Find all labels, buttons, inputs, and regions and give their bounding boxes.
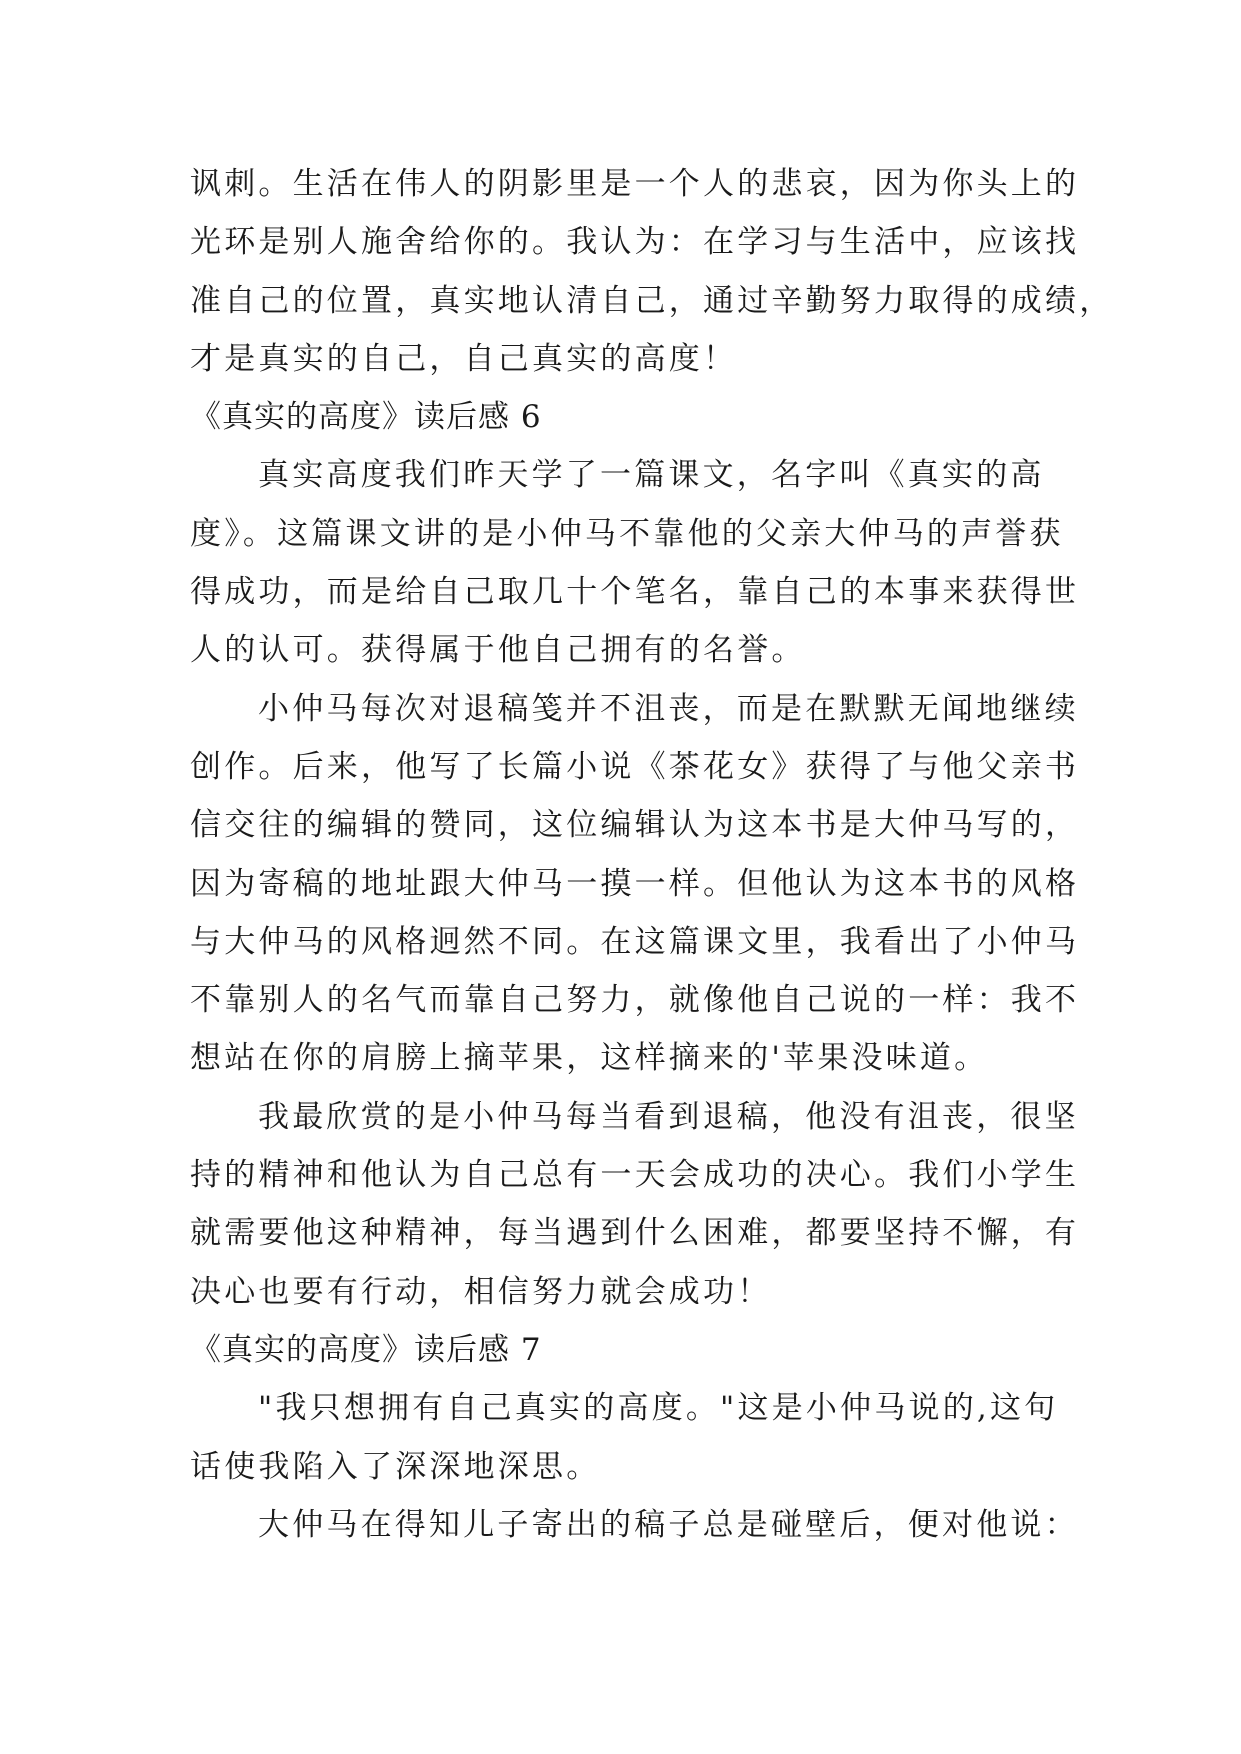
text-line: 创作。后来，他写了长篇小说《茶花女》获得了与他父亲书 <box>190 748 1080 785</box>
text-line: "我只想拥有自己真实的高度。"这是小仲马说的,这句 <box>258 1390 1059 1427</box>
text-line: 决心也要有行动，相信努力就会成功！ <box>190 1273 772 1310</box>
text-line: 大仲马在得知儿子寄出的稿子总是碰壁后，便对他说： <box>258 1506 1079 1543</box>
section-heading: 《真实的高度》读后感 7 <box>190 1331 542 1368</box>
text-line: 因为寄稿的地址跟大仲马一摸一样。但他认为这本书的风格 <box>190 865 1080 902</box>
text-line: 不靠别人的名气而靠自己努力，就像他自己说的一样：我不 <box>190 982 1080 1019</box>
text-line: 人的认可。获得属于他自己拥有的名誉。 <box>190 632 806 669</box>
text-line: 我最欣赏的是小仲马每当看到退稿，他没有沮丧，很坚 <box>258 1098 1079 1135</box>
section-heading: 《真实的高度》读后感 6 <box>190 399 542 436</box>
text-line: 小仲马每次对退稿笺并不沮丧，而是在默默无闻地继续 <box>258 690 1079 727</box>
text-line: 得成功，而是给自己取几十个笔名，靠自己的本事来获得世 <box>190 574 1080 611</box>
text-line: 度》。这篇课文讲的是小仲马不靠他的父亲大仲马的声誉获 <box>190 515 1064 552</box>
text-line: 讽刺。生活在伟人的阴影里是一个人的悲哀，因为你头上的 <box>190 166 1080 202</box>
text-line: 话使我陷入了深深地深思。 <box>190 1448 601 1485</box>
text-line: 光环是别人施舍给你的。我认为：在学习与生活中，应该找 <box>190 224 1080 261</box>
text-line: 与大仲马的风格迥然不同。在这篇课文里，我看出了小仲马 <box>190 923 1080 960</box>
text-line: 真实高度我们昨天学了一篇课文，名字叫《真实的高 <box>258 457 1045 494</box>
text-line: 准自己的位置，真实地认清自己，通过辛勤努力取得的成绩， <box>190 282 1114 319</box>
text-line: 持的精神和他认为自己总有一天会成功的决心。我们小学生 <box>190 1157 1080 1194</box>
document-page <box>190 155 1114 1554</box>
text-line: 就需要他这种精神，每当遇到什么困难，都要坚持不懈，有 <box>190 1215 1080 1252</box>
text-line: 才是真实的自己，自己真实的高度！ <box>190 340 738 377</box>
text-line: 想站在你的肩膀上摘苹果，这样摘来的'苹果没味道。 <box>190 1040 989 1077</box>
text-line: 信交往的编辑的赞同，这位编辑认为这本书是大仲马写的， <box>190 807 1080 844</box>
